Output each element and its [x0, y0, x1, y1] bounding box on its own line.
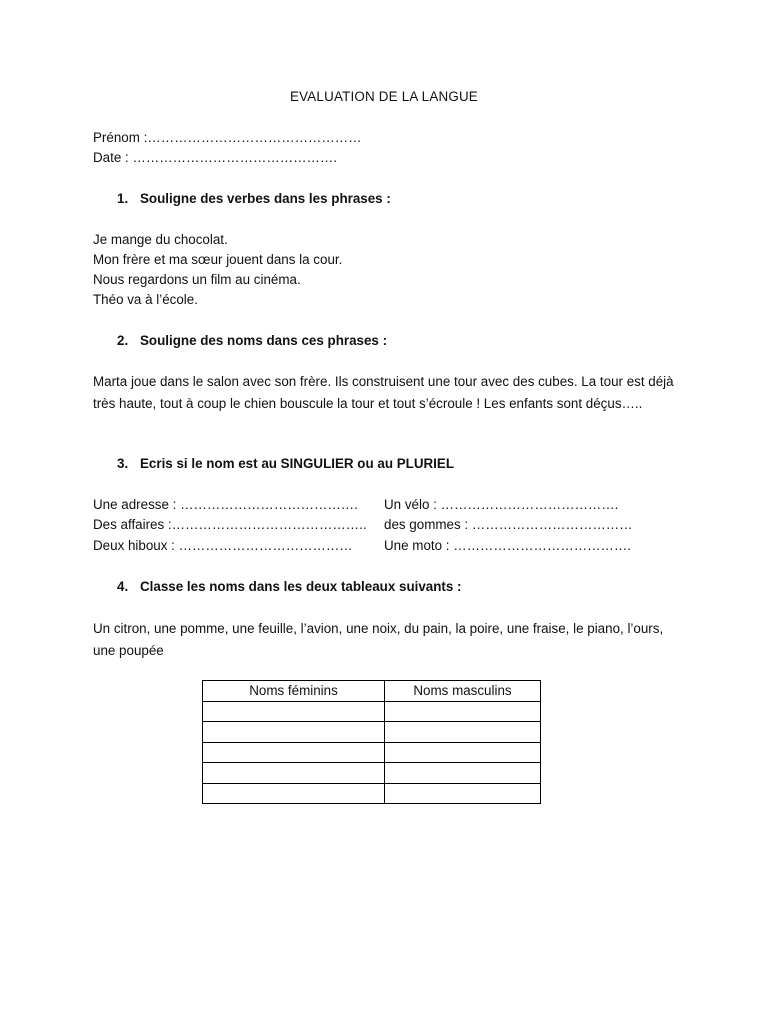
header-feminine: Noms féminins	[203, 681, 385, 702]
singular-plural-left-3: Deux hiboux : …………………………………	[93, 538, 353, 553]
singular-plural-right-2: des gommes : ………………………………	[384, 517, 633, 532]
table-cell	[203, 763, 385, 784]
section-1-heading	[117, 189, 391, 209]
date-field: Date : ……………………………………….	[93, 150, 338, 165]
prenom-field: Prénom :…………………………………………	[93, 130, 362, 145]
table-cell	[385, 783, 541, 804]
table-row	[203, 742, 541, 763]
section-4-heading-text: Classe les noms dans les deux tableaux suivants :	[140, 579, 462, 594]
table-cell	[203, 701, 385, 722]
section-2-paragraph: Marta joue dans le salon avec son frère. Ils construisent une tour avec des cubes. La tour est déjà très haute, tout à coup le chien bouscule la tour et tout s’écroule ! Les enfants sont déçus…..	[93, 374, 674, 411]
table-cell	[203, 742, 385, 763]
singular-plural-left-1: Une adresse : ………………………………….	[93, 497, 358, 512]
sentence-2: Mon frère et ma sœur jouent dans la cour.	[93, 252, 343, 267]
table-row	[203, 783, 541, 804]
table-row	[203, 701, 541, 722]
table-header-row	[203, 681, 541, 702]
table-row	[203, 763, 541, 784]
section-2-heading	[117, 331, 387, 351]
table-row	[203, 722, 541, 743]
sentence-3: Nous regardons un film au cinéma.	[93, 272, 301, 287]
section-4-number: 4.	[117, 579, 129, 594]
section-2-number: 2.	[117, 333, 129, 348]
table-cell	[203, 722, 385, 743]
table-cell	[385, 742, 541, 763]
section-3-heading-text: Ecris si le nom est au SINGULIER ou au PLURIEL	[140, 456, 454, 471]
section-4-paragraph: Un citron, une pomme, une feuille, l’avion, une noix, du pain, la poire, une fraise, le piano, l’ours, une poupée	[93, 621, 664, 658]
sentence-4: Théo va à l’école.	[93, 292, 198, 307]
nouns-table	[202, 680, 541, 804]
singular-plural-left-2: Des affaires :……………………………………..	[93, 517, 367, 532]
section-1-number: 1.	[117, 191, 129, 206]
header-masculine: Noms masculins	[385, 681, 541, 702]
section-1-heading-text: Souligne des verbes dans les phrases :	[140, 191, 391, 206]
table-cell	[385, 701, 541, 722]
singular-plural-right-1: Un vélo : ………………………………….	[384, 497, 619, 512]
section-3-heading	[117, 454, 454, 474]
section-4-heading	[117, 577, 462, 597]
table-cell	[385, 763, 541, 784]
section-2-heading-text: Souligne des noms dans ces phrases :	[140, 333, 388, 348]
table-cell	[203, 783, 385, 804]
singular-plural-right-3: Une moto : ………………………………….	[384, 538, 632, 553]
sentence-1: Je mange du chocolat.	[93, 232, 228, 247]
table-cell	[385, 722, 541, 743]
section-3-number: 3.	[117, 456, 129, 471]
document-title: EVALUATION DE LA LANGUE	[290, 89, 478, 104]
